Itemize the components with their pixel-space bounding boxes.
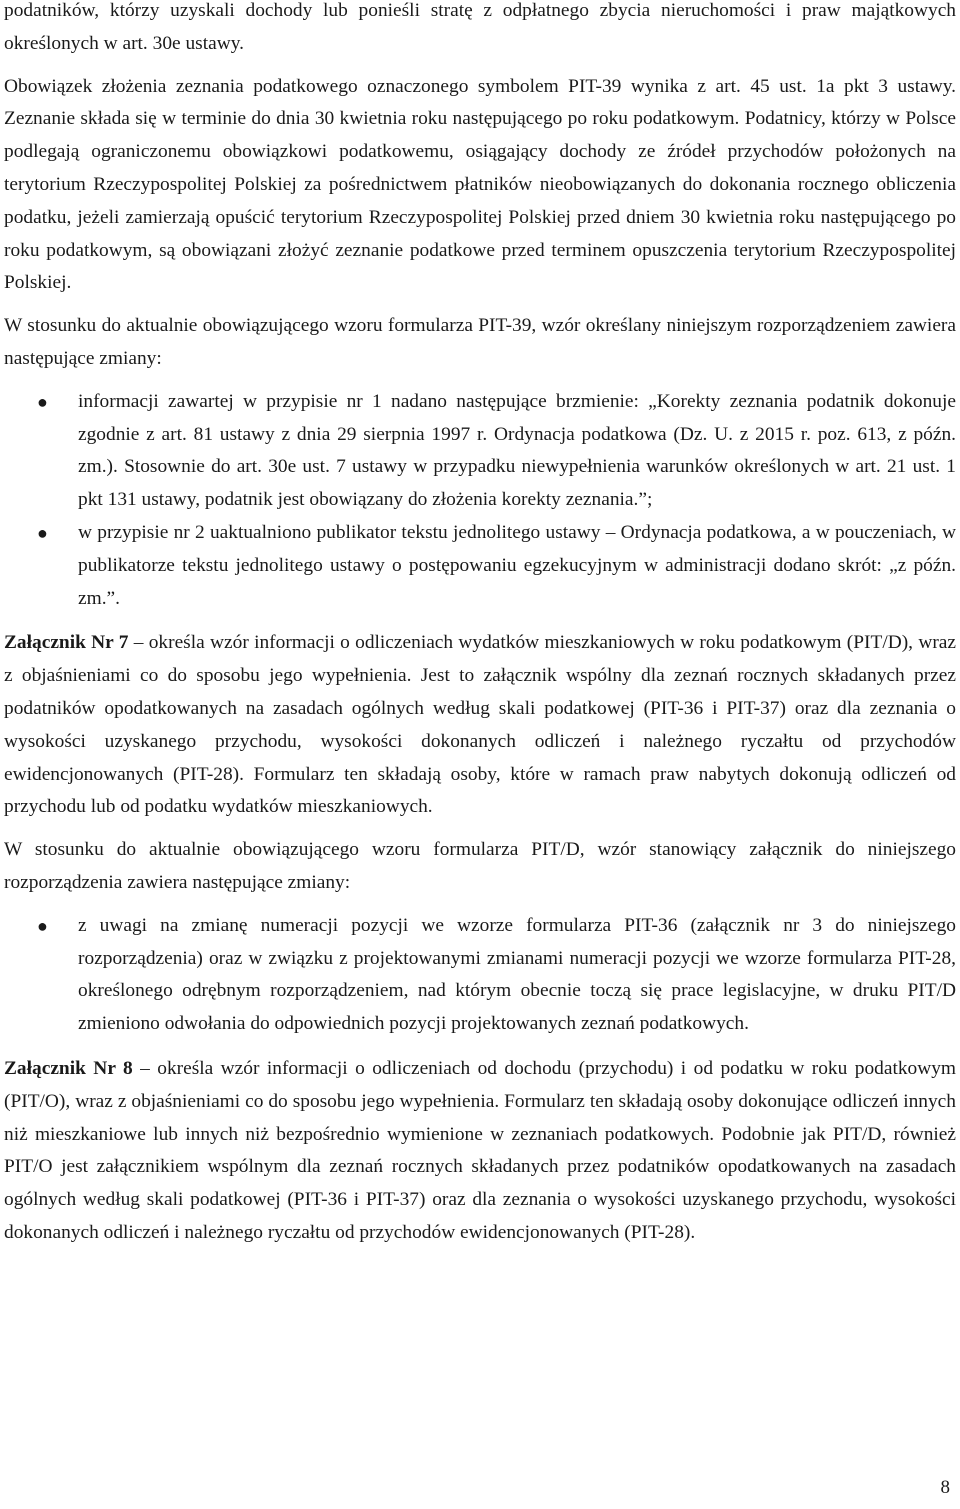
bullet-icon: ● bbox=[37, 391, 48, 412]
annex-8-heading: Załącznik Nr 8 bbox=[4, 1057, 133, 1079]
page-number: 8 bbox=[940, 1477, 950, 1498]
paragraph-pit39-changes: W stosunku do aktualnie obowiązującego wzoru formularza PIT-39, wzór określany niniejszym rozporządzeniem zawiera następujące zmiany: bbox=[4, 315, 956, 369]
list-item bbox=[4, 517, 956, 615]
list-item bbox=[4, 910, 956, 1041]
annex-8-text: – określa wzór informacji o odliczeniach od dochodu (przychodu) i od podatku w roku podatkowym (PIT/O), wraz z objaśnieniami co do sposobu jego wypełnienia. Formularz ten składają osoby dokonujące odliczeń innych niż mieszkaniowe lub innych niż bezpośrednio wymienione w zeznaniach podatkowych. Podobnie jak PIT/D, również PIT/O jest załącznikiem wspólnym dla zeznań rocznych składanych przez podatników opodatkowanych na zasadach ogólnych według skali podatkowej (PIT-36 i PIT-37) oraz dla zeznania o wysokości uzyskanego przychodu, wysokości dokonanych odliczeń i należnego ryczałtu od przychodów ewidencjonowanych (PIT-28). bbox=[4, 1057, 957, 1243]
pitd-changes-list bbox=[4, 910, 956, 1041]
list-item bbox=[4, 386, 956, 517]
bullet-icon: ● bbox=[37, 915, 48, 936]
list-item-text: z uwagi na zmianę numeracji pozycji we wzorze formularza PIT-36 (załącznik nr 3 do niniejszego rozporządzenia) oraz w związku z projektowanymi zmianami numeracji pozycji we wzorze formularza PIT-28, określonego odrębnym rozporządzeniem, nad którym obecnie toczą się prace legislacyjne, w druku PIT/D zmieniono odwołania do odpowiednich pozycji projektowanych zeznań podatkowych. bbox=[78, 914, 956, 1035]
paragraph-pitd-changes: W stosunku do aktualnie obowiązującego wzoru formularza PIT/D, wzór stanowiący załącznik do niniejszego rozporządzenia zawiera następujące zmiany: bbox=[4, 839, 956, 893]
paragraph-pit39-obligation: Obowiązek złożenia zeznania podatkowego oznaczonego symbolem PIT-39 wynika z art. 45 ust. 1a pkt 3 ustawy. Zeznanie składa się w terminie do dnia 30 kwietnia roku następującego po roku podatkowym. Podatnicy, którzy w Polsce podlegają ograniczonemu obowiązkowi podatkowemu, osiągający dochody ze źródeł przychodów położonych na terytorium Rzeczypospolitej Polskiej za pośrednictwem płatników nieobowiązanych do dokonania rocznego obliczenia podatku, jeżeli zamierzają opuścić terytorium Rzeczypospolitej Polskiej przed dniem 30 kwietnia roku następującego po roku podatkowym, są obowiązani złożyć zeznanie podatkowe przed terminem opuszczenia terytorium Rzeczypospolitej Polskiej. bbox=[4, 75, 956, 294]
pit39-changes-list bbox=[4, 386, 956, 616]
paragraph-annex-7 bbox=[4, 627, 956, 824]
paragraph-annex-8 bbox=[4, 1053, 956, 1250]
annex-7-heading: Załącznik Nr 7 bbox=[4, 632, 129, 654]
list-item-text: informacji zawartej w przypisie nr 1 nadano następujące brzmienie: „Korekty zeznania podatnik dokonuje zgodnie z art. 81 ustawy z dnia 29 sierpnia 1997 r. Ordynacja podatkowa (Dz. U. z 2015 r. poz. 613, z późn. zm.). Stosownie do art. 30e ust. 7 ustawy w przypadku niewypełnienia warunków określonych w art. 21 ust. 1 pkt 131 ustawy, podatnik jest obowiązany do złożenia korekty zeznania.”; bbox=[78, 390, 956, 511]
document-page bbox=[4, 0, 956, 1250]
bullet-icon: ● bbox=[37, 522, 48, 543]
list-item-text: w przypisie nr 2 uaktualniono publikator tekstu jednolitego ustawy – Ordynacja podatkowa, a w pouczeniach, w publikatorze tekstu jednolitego ustawy o postępowaniu egzekucyjnym w administracji dodano skrót: „z późn. zm.”. bbox=[78, 521, 956, 609]
paragraph-intro: podatników, którzy uzyskali dochody lub ponieśli stratę z odpłatnego zbycia nieruchomości i praw majątkowych określonych w art. 30e ustawy. bbox=[4, 0, 956, 54]
annex-7-text: – określa wzór informacji o odliczeniach wydatków mieszkaniowych w roku podatkowym (PIT/D), wraz z objaśnieniami co do sposobu jego wypełnienia. Jest to załącznik wspólny dla zeznań rocznych składanych przez podatników opodatkowanych na zasadach ogólnych według skali podatkowej (PIT-36 i PIT-37) oraz dla zeznania o wysokości uzyskanego przychodu, wysokości dokonanych odliczeń i należnego ryczałtu od przychodów ewidencjonowanych (PIT-28). Formularz ten składają osoby, które w ramach praw nabytych dokonują odliczeń od przychodu lub od podatku wydatków mieszkaniowych. bbox=[4, 632, 956, 818]
